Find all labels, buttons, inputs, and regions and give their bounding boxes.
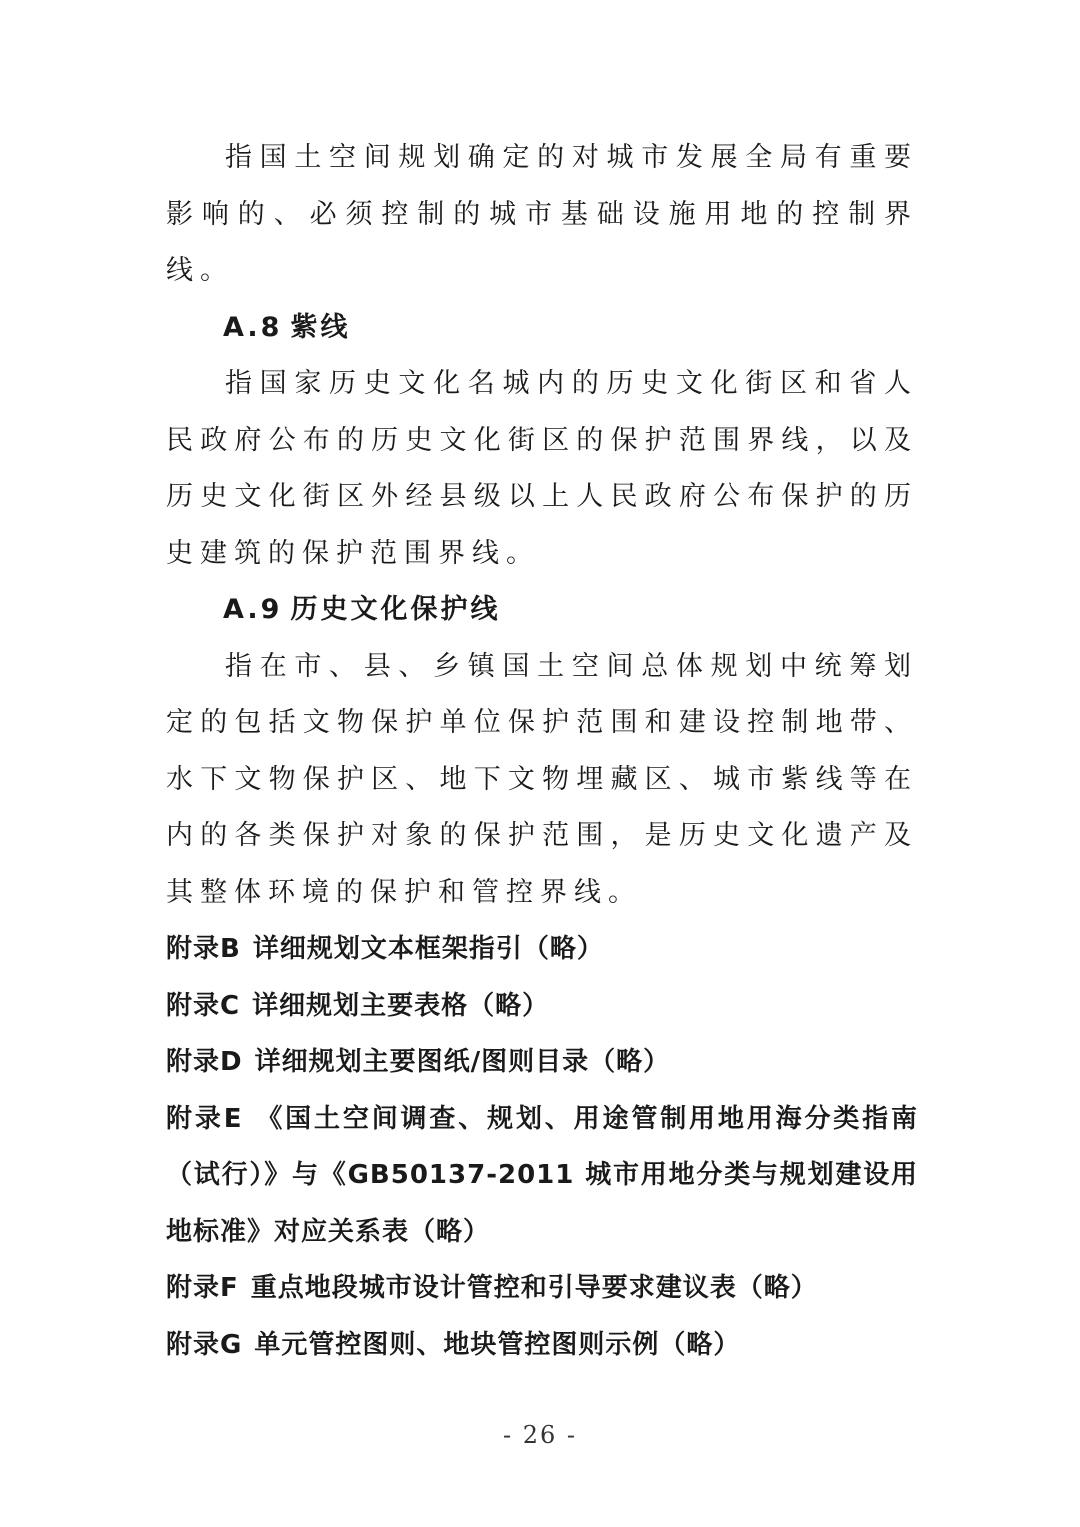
appendix-text: 《国土空间调查、规划、用途管制用地用海分类指南（试行）》与《GB50137-2011 城市用地分类与规划建设用地标准》对应关系表（略） <box>166 1103 918 1247</box>
paragraph-a9: 指在市、县、乡镇国土空间总体规划中统筹划定的包括文物保护单位保护范围和建设控制地带、水下文物保护区、地下文物埋藏区、城市紫线等在内的各类保护对象的保护范围，是历史文化遗产及其整体环境的保护和管控界线。 <box>166 650 918 908</box>
appendix-text: 重点地段城市设计管控和引导要求建议表（略） <box>250 1273 818 1303</box>
section-title: 历史文化保护线 <box>290 594 501 625</box>
appendix-b <box>166 921 918 978</box>
section-number: A.8 <box>223 311 283 343</box>
appendix-e <box>166 1091 918 1261</box>
appendix-label: 附录B <box>166 934 241 964</box>
section-heading-a9 <box>166 582 918 639</box>
paragraph-a8: 指国家历史文化名城内的历史文化街区和省人民政府公布的历史文化街区的保护范围界线，以及历史文化街区外经县级以上人民政府公布保护的历史建筑的保护范围界线。 <box>166 368 918 569</box>
appendix-c <box>166 978 918 1035</box>
section-title: 紫线 <box>290 311 351 343</box>
appendix-text: 详细规划主要表格（略） <box>252 990 550 1021</box>
appendix-label: 附录C <box>166 990 241 1021</box>
appendix-label: 附录D <box>166 1047 243 1077</box>
appendix-label: 附录E <box>166 1103 243 1134</box>
appendix-f <box>166 1260 918 1317</box>
appendix-text: 单元管控图则、地块管控图则示例（略） <box>254 1329 741 1360</box>
appendix-d <box>166 1034 918 1091</box>
paragraph-intro: 指国土空间规划确定的对城市发展全局有重要影响的、必须控制的城市基础设施用地的控制界线。 <box>166 142 918 286</box>
section-heading-a8 <box>166 300 918 357</box>
page-content <box>166 130 918 1373</box>
appendix-text: 详细规划文本框架指引（略） <box>252 934 604 964</box>
appendix-text: 详细规划主要图纸/图则目录（略） <box>254 1047 671 1077</box>
page-number: - 26 - <box>502 1421 577 1449</box>
appendix-label: 附录F <box>166 1273 239 1303</box>
appendix-label: 附录G <box>166 1329 243 1360</box>
section-number: A.9 <box>223 594 283 625</box>
appendix-g <box>166 1317 918 1374</box>
